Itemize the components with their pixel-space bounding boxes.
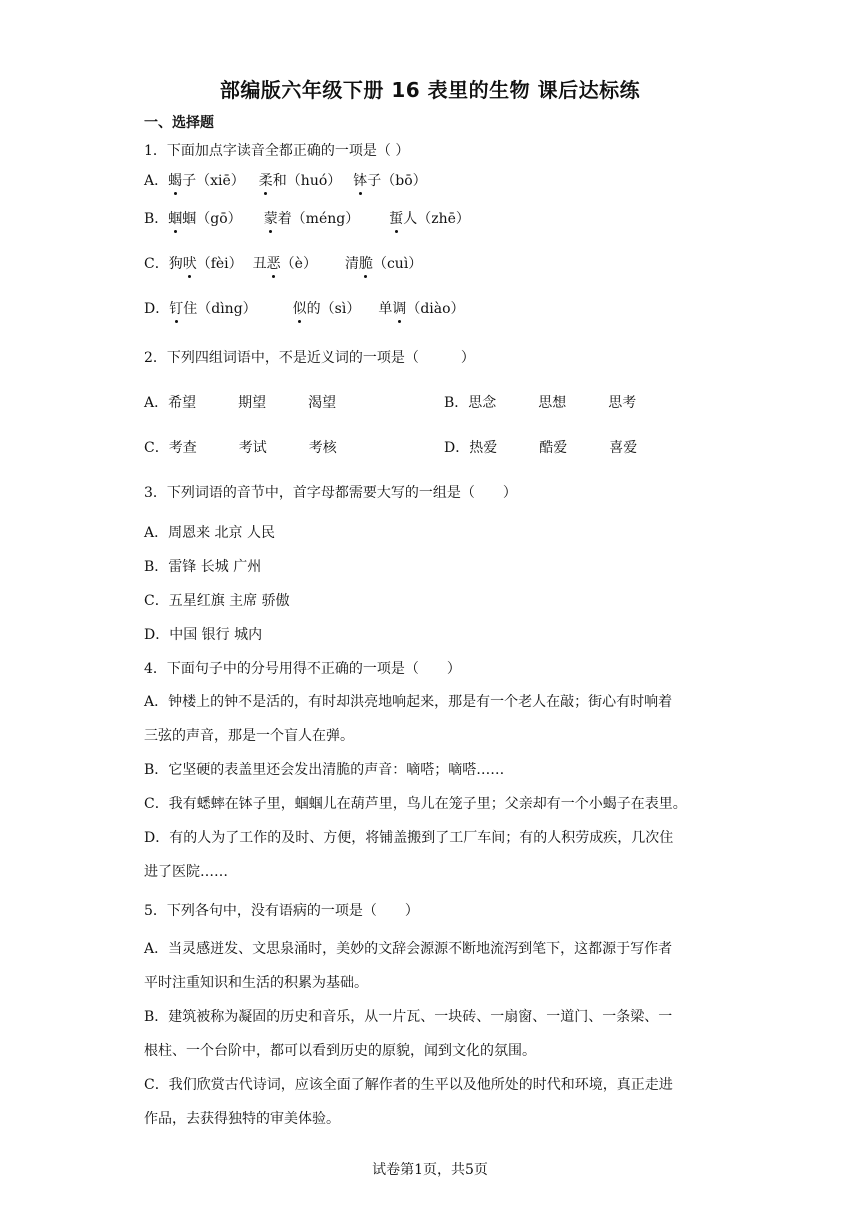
- q5-option-b-line1: B．建筑被称为凝固的历史和音乐，从一片瓦、一块砖、一扇窗、一道门、一条梁、一: [144, 1009, 673, 1025]
- q2-stem: 2．下列四组词语中，不是近义词的一项是（ ）: [144, 350, 475, 366]
- q1-option-d: D．钉住（dìng） 似的（sì） 单调（diào）: [144, 301, 465, 317]
- q3-stem: 3．下列词语的音节中，首字母都需要大写的一组是（ ）: [144, 485, 517, 501]
- q1-option-c: C．狗吠（fèi） 丑恶（è） 清脆（cuì）: [144, 256, 423, 272]
- q5-option-c-line2: 作品，去获得独特的审美体验。: [144, 1111, 340, 1127]
- q4-option-c: C．我有蟋蟀在钵子里，蝈蝈儿在葫芦里，鸟儿在笼子里；父亲却有一个小蝎子在表里。: [144, 796, 687, 812]
- q2-option-d: D．热爱 酷爱 喜爱: [444, 440, 638, 456]
- q4-option-d-line1: D．有的人为了工作的及时、方便，将铺盖搬到了工厂车间；有的人积劳成疾，几次住: [144, 830, 674, 846]
- q5-option-b-line2: 根柱、一个台阶中，都可以看到历史的原貌，闻到文化的氛围。: [144, 1043, 536, 1059]
- section-heading: 一、选择题: [144, 115, 214, 131]
- q4-stem: 4．下面句子中的分号用得不正确的一项是（ ）: [144, 661, 461, 677]
- q1-option-b: B．蝈蝈（gō） 蒙着（méng） 蜇人（zhē）: [144, 211, 470, 227]
- q2-option-c: C．考查 考试 考核: [144, 440, 337, 456]
- q3-option-d: D．中国 银行 城内: [144, 627, 263, 643]
- q2-option-a: A．希望 期望 渴望: [144, 395, 337, 411]
- page-footer: 试卷第1页，共5页: [372, 1162, 488, 1178]
- q5-option-a-line1: A．当灵感迸发、文思泉涌时，美妙的文辞会源源不断地流泻到笔下，这都源于写作者: [144, 941, 673, 957]
- page-title: 部编版六年级下册 16 表里的生物 课后达标练: [219, 78, 641, 102]
- q3-option-c: C．五星红旗 主席 骄傲: [144, 593, 290, 609]
- q5-option-c-line1: C．我们欣赏古代诗词，应该全面了解作者的生平以及他所处的时代和环境，真正走进: [144, 1077, 673, 1093]
- q4-option-b: B．它坚硬的表盖里还会发出清脆的声音：嘀嗒；嘀嗒……: [144, 762, 505, 778]
- q3-option-b: B．雷锋 长城 广州: [144, 559, 262, 575]
- q2-option-b: B．思念 思想 思考: [444, 395, 637, 411]
- q1-stem: 1．下面加点字读音全都正确的一项是（ ）: [144, 143, 410, 159]
- q4-option-a-line1: A．钟楼上的钟不是活的，有时却洪亮地响起来，那是有一个老人在敲；街心有时响着: [144, 694, 673, 710]
- q3-option-a: A．周恩来 北京 人民: [144, 525, 276, 541]
- q5-stem: 5．下列各句中，没有语病的一项是（ ）: [144, 903, 419, 919]
- q5-option-a-line2: 平时注重知识和生活的积累为基础。: [144, 975, 368, 991]
- q1-option-a: A．蝎子（xiē） 柔和（huó） 钵子（bō）: [144, 173, 427, 189]
- q4-option-d-line2: 进了医院……: [144, 864, 228, 880]
- q4-option-a-line2: 三弦的声音，那是一个盲人在弹。: [144, 728, 354, 744]
